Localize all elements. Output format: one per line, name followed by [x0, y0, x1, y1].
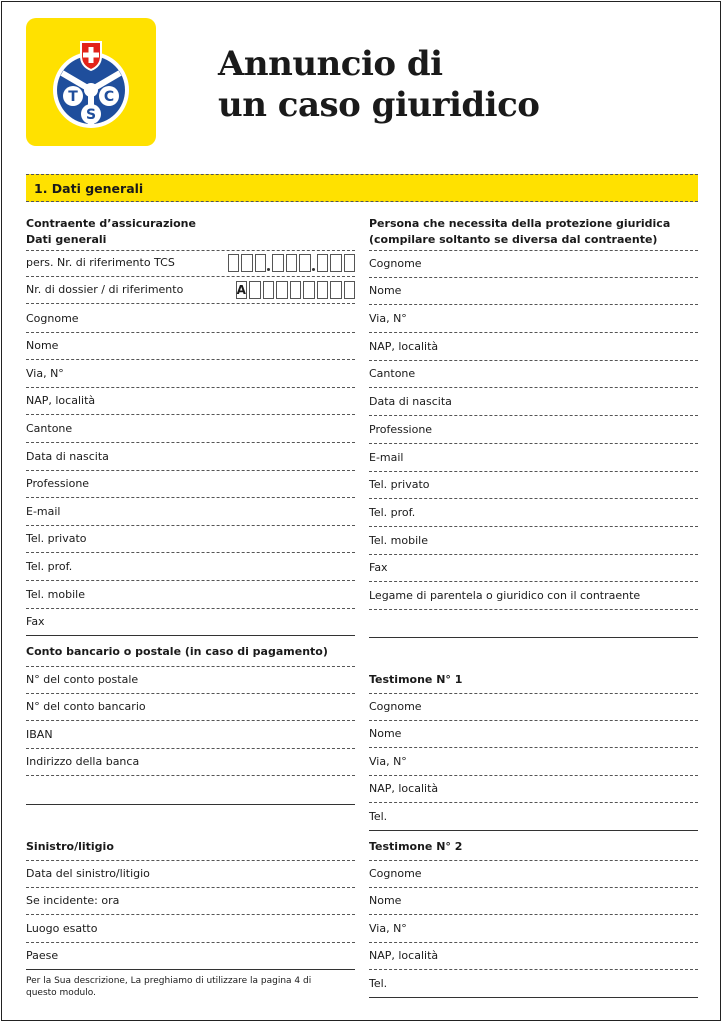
dossier-number-row[interactable]	[26, 277, 355, 304]
title-line-2: un caso giuridico	[218, 85, 540, 125]
witness1-field-label: Via, N°	[369, 754, 407, 768]
protected-person-field-row[interactable]	[369, 444, 698, 472]
policyholder-field-row[interactable]	[26, 581, 355, 609]
policyholder-field-row[interactable]	[26, 443, 355, 471]
description-note: Per la Sua descrizione, La preghiamo di utilizzare la pagina 4 di questo modulo.	[26, 976, 312, 998]
policyholder-field-row[interactable]	[26, 609, 355, 637]
claim-field-row[interactable]	[26, 943, 355, 971]
bank-field-label: IBAN	[26, 727, 53, 741]
witness1-field-label: Tel.	[369, 809, 388, 823]
dossier-prefix: A	[236, 283, 246, 297]
protected-person-field-label: Via, N°	[369, 312, 407, 326]
protected-person-field-label: Data di nascita	[369, 395, 452, 409]
policyholder-field-label: Tel. prof.	[26, 559, 73, 573]
claim-field-label: Se incidente: ora	[26, 894, 120, 908]
protected-person-field-label: E-mail	[369, 450, 404, 464]
witness2-field-label: Tel.	[369, 976, 388, 990]
bank-field-label: N° del conto postale	[26, 672, 139, 686]
claim-field-row[interactable]	[26, 915, 355, 943]
bank-field-row[interactable]	[26, 694, 355, 722]
protected-person-column	[369, 0, 698, 1024]
policyholder-field-row[interactable]	[26, 333, 355, 361]
witness1-field-row[interactable]	[369, 721, 698, 749]
logo-letter-s: S	[85, 107, 97, 123]
policyholder-field-label: Professione	[26, 477, 90, 491]
policyholder-field-label: Fax	[26, 615, 45, 629]
witness1-heading: Testimone N° 1	[369, 673, 463, 686]
policyholder-field-label: Data di nascita	[26, 449, 109, 463]
protected-person-field-label: Cognome	[369, 256, 422, 270]
protected-person-field-row[interactable]	[369, 555, 698, 583]
witness2-field-label: Via, N°	[369, 921, 407, 935]
protected-person-field-row[interactable]	[369, 416, 698, 444]
claim-heading: Sinistro/litigio	[26, 840, 114, 853]
relation-answer-line[interactable]	[369, 636, 698, 638]
witness2-heading: Testimone N° 2	[369, 840, 463, 853]
bank-address-extra-line[interactable]	[26, 803, 355, 805]
policyholder-field-row[interactable]	[26, 498, 355, 526]
dossier-number-boxes[interactable]	[234, 281, 356, 299]
protected-person-field-row[interactable]	[369, 305, 698, 333]
tcs-reference-boxes[interactable]	[226, 254, 356, 272]
policyholder-field-label: Nome	[26, 339, 59, 353]
policyholder-field-row[interactable]	[26, 526, 355, 554]
relation-label: Legame di parentela o giuridico con il contraente	[369, 589, 641, 602]
witness1-field-row[interactable]	[369, 748, 698, 776]
policyholder-field-label: E-mail	[26, 504, 61, 518]
bank-field-row[interactable]	[26, 666, 355, 694]
claim-field-label: Luogo esatto	[26, 921, 98, 935]
policyholder-field-label: Cantone	[26, 421, 73, 435]
policyholder-field-row[interactable]	[26, 471, 355, 499]
section-title: 1. Dati generali	[34, 181, 144, 196]
policyholder-heading-line2: Dati generali	[26, 233, 107, 246]
witness2-field-label: NAP, località	[369, 949, 439, 963]
protected-person-field-label: Tel. mobile	[369, 533, 428, 547]
claim-field-label: Paese	[26, 949, 59, 963]
claim-field-row[interactable]	[26, 860, 355, 888]
protected-person-field-row[interactable]	[369, 250, 698, 278]
policyholder-field-row[interactable]	[26, 305, 355, 333]
tcs-reference-row[interactable]	[26, 250, 355, 277]
policyholder-column	[26, 0, 355, 1024]
protected-person-field-row[interactable]	[369, 389, 698, 417]
witness2-field-label: Nome	[369, 894, 402, 908]
policyholder-field-label: Tel. privato	[26, 532, 87, 546]
witness1-field-label: Cognome	[369, 699, 422, 713]
witness1-field-row[interactable]	[369, 776, 698, 804]
bank-field-label: N° del conto bancario	[26, 700, 146, 714]
protected-person-field-row[interactable]	[369, 527, 698, 555]
protected-person-field-label: Fax	[369, 561, 388, 575]
witness1-field-label: NAP, località	[369, 782, 439, 796]
claim-field-label: Data del sinistro/litigio	[26, 866, 150, 880]
witness2-field-row[interactable]	[369, 970, 698, 998]
witness2-field-row[interactable]	[369, 943, 698, 971]
policyholder-field-label: Cognome	[26, 311, 79, 325]
witness1-field-row[interactable]	[369, 803, 698, 831]
protected-person-field-label: Nome	[369, 284, 402, 298]
witness2-field-row[interactable]	[369, 888, 698, 916]
protected-person-field-row[interactable]	[369, 333, 698, 361]
policyholder-field-row[interactable]	[26, 553, 355, 581]
bank-field-row[interactable]	[26, 749, 355, 777]
relation-row[interactable]	[369, 582, 698, 610]
policyholder-field-row[interactable]	[26, 360, 355, 388]
witness1-field-label: Nome	[369, 727, 402, 741]
protected-person-field-label: Tel. privato	[369, 478, 430, 492]
claim-field-row[interactable]	[26, 888, 355, 916]
policyholder-field-label: Via, N°	[26, 366, 64, 380]
title-line-1: Annuncio di	[218, 44, 443, 84]
policyholder-field-row[interactable]	[26, 388, 355, 416]
witness1-field-row[interactable]	[369, 693, 698, 721]
policyholder-field-label: NAP, località	[26, 394, 96, 408]
witness2-field-row[interactable]	[369, 860, 698, 888]
dossier-number-label: Nr. di dossier / di riferimento	[26, 283, 184, 296]
tcs-reference-label: pers. Nr. di riferimento TCS	[26, 256, 175, 269]
witness2-field-label: Cognome	[369, 866, 422, 880]
policyholder-field-row[interactable]	[26, 415, 355, 443]
protected-person-field-row[interactable]	[369, 499, 698, 527]
bank-field-row[interactable]	[26, 721, 355, 749]
logo-letter-c: C	[103, 89, 115, 105]
bank-field-label: Indirizzo della banca	[26, 755, 140, 769]
policyholder-heading	[26, 216, 196, 248]
policyholder-field-label: Tel. mobile	[26, 587, 85, 601]
protected-person-field-row[interactable]	[369, 361, 698, 389]
protected-person-heading-line1: Persona che necessita della protezione giuridica	[369, 217, 671, 230]
protected-person-field-label: NAP, località	[369, 339, 439, 353]
protected-person-field-row[interactable]	[369, 472, 698, 500]
protected-person-heading	[369, 216, 670, 248]
protected-person-field-label: Tel. prof.	[369, 505, 416, 519]
logo-letter-t: T	[68, 89, 78, 105]
protected-person-field-label: Professione	[369, 422, 433, 436]
policyholder-heading-line1: Contraente d’assicurazione	[26, 217, 196, 230]
witness2-field-row[interactable]	[369, 915, 698, 943]
protected-person-field-row[interactable]	[369, 278, 698, 306]
protected-person-heading-line2: (compilare soltanto se diversa dal contraente)	[369, 233, 658, 246]
protected-person-field-label: Cantone	[369, 367, 416, 381]
bank-heading: Conto bancario o postale (in caso di pagamento)	[26, 645, 328, 658]
